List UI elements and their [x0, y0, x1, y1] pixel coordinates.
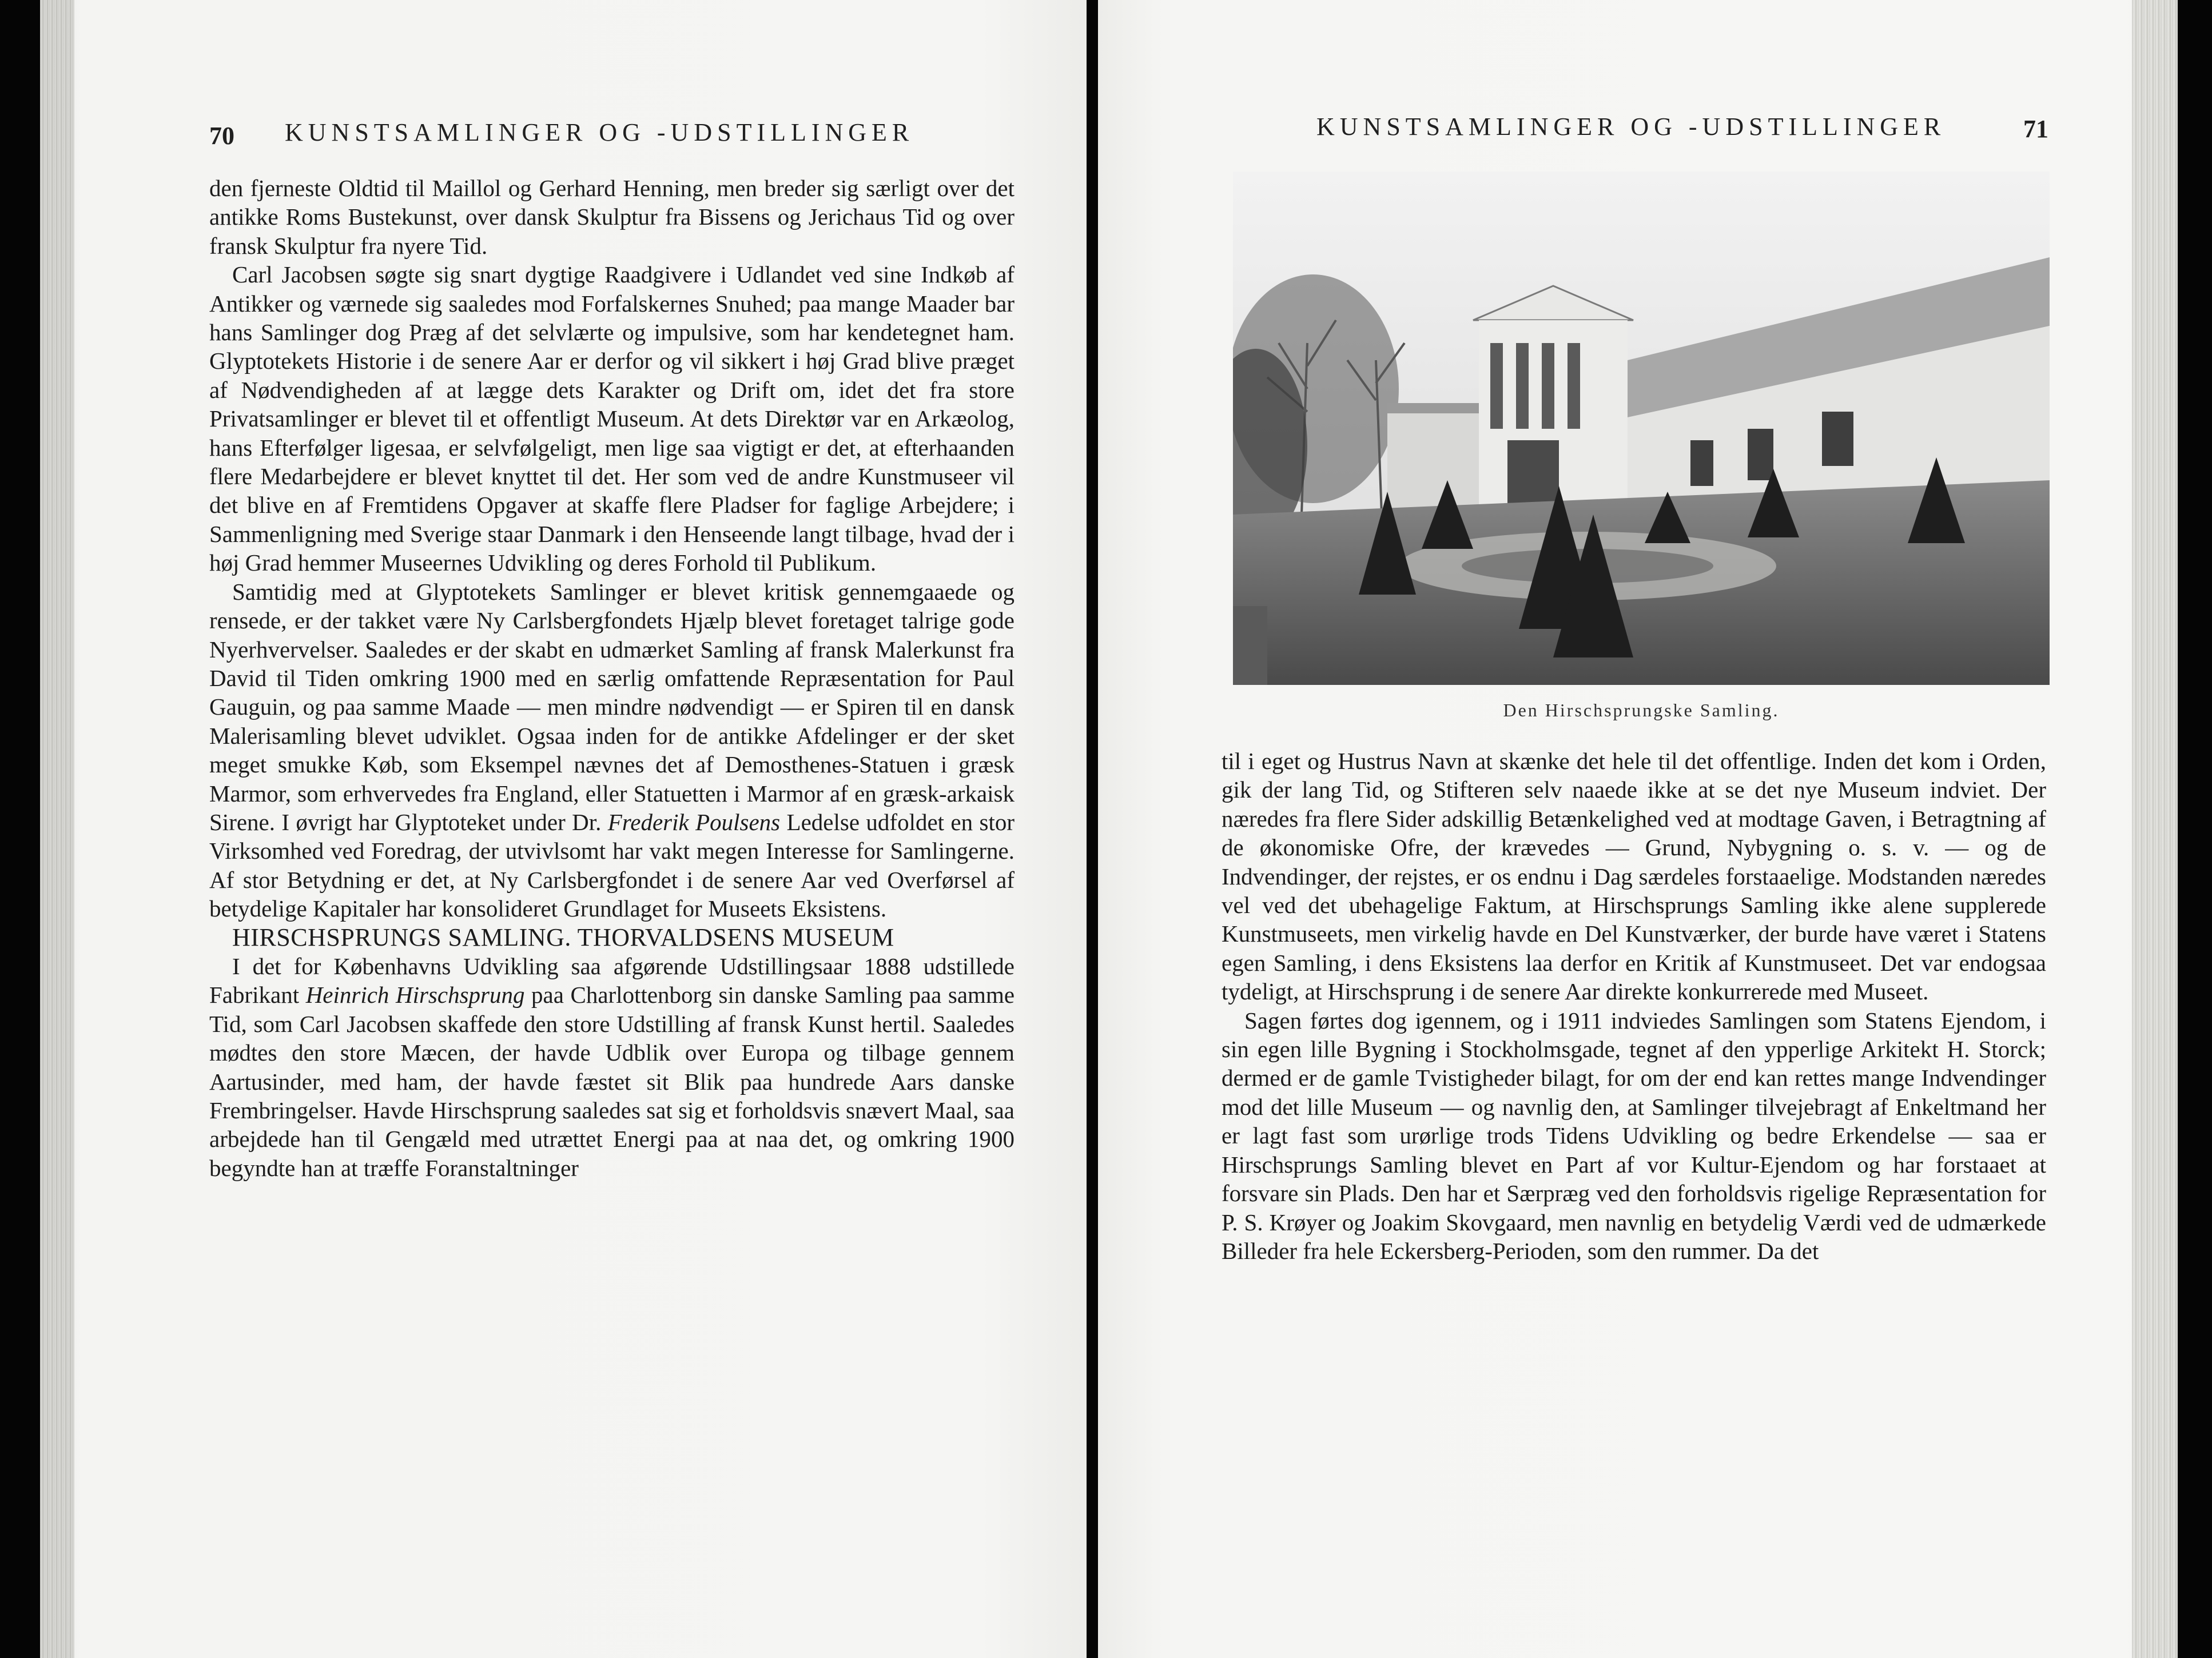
- left-text-block: [209, 174, 1015, 1182]
- paragraph: [209, 952, 1015, 1182]
- page-number-left: 70: [209, 122, 234, 150]
- running-head-left: KUNSTSAMLINGER OG -UDSTILLINGER: [285, 118, 914, 146]
- paragraph-text: Samtidig med at Glyptotekets Samlinger er blevet kritisk gennemgaaede og rensede, er der takket være Ny Carlsbergfondets Hjælp blevet foretaget talrige gode Nyerhvervelser. Saaledes er der skabt en udmærket Samling af fransk Malerkunst fra David til Tiden omkring 1900 med en særlig omfattende Repræsentation for Paul Gauguin, og paa samme Maade — men mindre nødvendigt — er Spiren til en dansk Malerisamling blevet udviklet. Ogsaa inden for de antikke Afdelinger er der sket meget smukke Køb, som Eksempel nævnes det af Demosthenes-Statuen i græsk Marmor, som erhvervedes fra England, eller Statuetten i Marmor af en græsk-arkaisk Sirene. I øvrigt har Glyptoteket under Dr.: [209, 578, 1015, 835]
- left-page: [40, 0, 1087, 1658]
- page-edge-stack: [2132, 0, 2178, 1658]
- italic-name: Frederik Poulsens: [607, 808, 781, 835]
- section-heading: HIRSCHSPRUNGS SAMLING. THORVALDSENS MUSEUM: [232, 923, 894, 951]
- paragraph: Carl Jacobsen søgte sig snart dygtige Raadgivere i Udlandet ved sine Indkøb af Antikker og værnede sig saaledes mod Forfalskernes Snuhed; paa mange Maader bar hans Samlinger dog Præg af det selvlærte og impulsive, som har kendetegnet ham. Glyptotekets Historie i de senere Aar er derfor og vil sikkert i høj Grad blive præget af Nødvendigheden af at lægge dets Karakter og Drift om, idet det fra store Privatsamlinger er blevet til et offentligt Museum. At dets Direktør var en Arkæolog, hans Efterfølger ligesaa, er selvfølgeligt, men lige saa vigtigt er det, at efterhaanden flere Medarbejdere er blevet knyttet til det. Her som ved de andre Kunstmuseer vil det blive en af Fremtidens Opgaver at skaffe flere Pladser for faglige Arbejdere; i Sammenligning med Sverige staar Danmark i den Henseende langt tilbage, hvad der i høj Grad hemmer Museernes Udvikling og deres Forhold til Publikum.: [209, 261, 1015, 576]
- paragraph-text: I det for Københavns Udvikling saa afgørende Udstillingsaar 1888 udstillede Fabrikant: [209, 952, 1015, 1009]
- museum-photograph: [1233, 172, 2050, 685]
- page-edge-stack: [40, 0, 74, 1658]
- paragraph: Sagen førtes dog igennem, og i 1911 indviedes Samlingen som Statens Ejendom, i sin egen lille Bygning i Stockholmsgade, tegnet af den ypperlige Arkitekt H. Storck; dermed er de gamle Tvistigheder bilagt, for om der end kan rettes mange Indvendinger mod det lille Museum — og navnlig den, at Samlinger tilvejebragt af Enkeltmand her er lagt fast som urørlige trods Tidens Udvikling og bedre Erkendelse — saa er Hirschsprungs Samling blevet en Part af vor Kultur-Ejendom og har forstaaet at forsvare sin Plads. Den har et Særpræg ved den forholdsvis rigelige Repræsentation for P. S. Krøyer og Joakim Skovgaard, men navnlig en betydelig Værdi ved de udmærkede Billeder fra hele Eckersberg-Perioden, som den rummer. Da det: [1222, 1007, 2046, 1264]
- italic-name: Heinrich Hirschsprung: [305, 982, 525, 1009]
- paragraph-text: Ledelse udfoldet en stor Virksomhed ved Foredrag, der utvivlsomt har vakt megen Interesse for Samlingerne. Af stor Betydning er det, at Ny Carlsbergfondet i de senere Aar ved Overførsel af betydelige Kapitaler har konsolideret Grundlaget for Museets Eksistens.: [209, 808, 1015, 922]
- paragraph-text: paa Charlottenborg sin danske Samling paa samme Tid, som Carl Jacobsen skaffede den store Udstilling af fransk Kunst hertil. Saaledes mødtes den store Mæcen, der havde Udblik over Europa og tilbage gennem Aartusinder, med ham, der havde fæstet sit Blik paa hundrede Aars danske Frembringelser. Havde Hirschsprung saaledes sat sig et forholdsvis snævert Maal, saa arbejdede han til Gengæld med utrættet Energi paa at naa det, og omkring 1900 begyndte han at træffe Foranstaltninger: [209, 982, 1015, 1181]
- figure-caption: Den Hirschsprungske Samling.: [1503, 700, 1780, 720]
- page-number-right: 71: [2023, 115, 2048, 143]
- paragraph: til i eget og Hustrus Navn at skænke det hele til det offentlige. Inden det kom i Orden, gik der lang Tid, og Stifteren selv naaede ikke at se det nye Museum indviet. Der næredes fra flere Sider adskillig Betænkelighed ved at modtage Gaven, i Betragtning af de økonomiske Ofre, der krævedes — Grund, Nybygning o. s. v. — og de Indvendinger, der rejstes, er os endnu i Dag særdeles forstaaelige. Modstanden næredes vel ved det ubehagelige Faktum, at Hirschsprungs Samling ikke alene supplerede Kunstmuseets, men virkelig havde en Del Kunstværker, der burde have været i Statens egen Samling, i dens Eksistens laa derfor en Kritik af Kunstmuseet. Det var endogsaa tydeligt, at Hirschsprung i de senere Aar direkte konkurrerede med Museet.: [1222, 748, 2046, 1005]
- paragraph: den fjerneste Oldtid til Maillol og Gerhard Henning, men breder sig særligt over det antikke Roms Bustekunst, over dansk Skulptur fra Bissens og Jerichaus Tid og over fransk Skulptur fra nyere Tid.: [209, 175, 1015, 259]
- right-text-block: [1222, 747, 2046, 1265]
- building-illustration: [1233, 172, 2050, 685]
- running-head-right: KUNSTSAMLINGER OG -UDSTILLINGER: [1316, 113, 1946, 141]
- paragraph: [209, 577, 1015, 923]
